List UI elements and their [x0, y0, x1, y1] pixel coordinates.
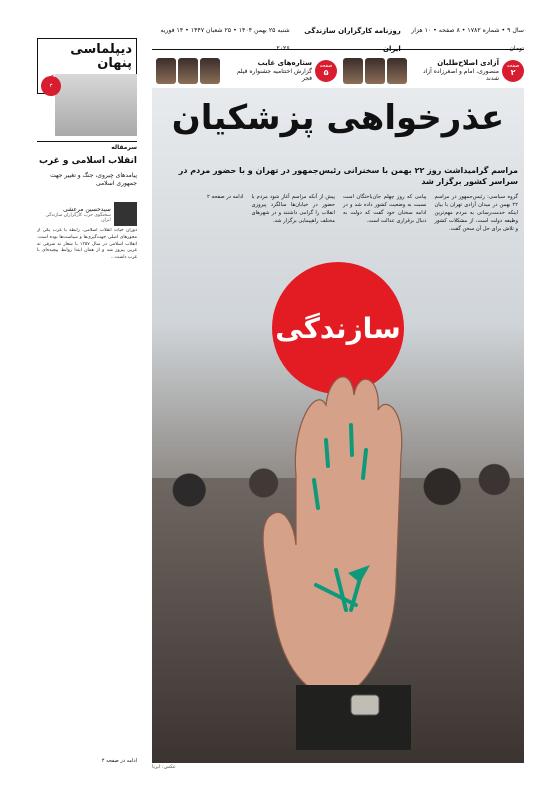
portrait-photo — [387, 58, 407, 84]
portrait-photo — [178, 58, 198, 84]
painted-hand-illustration — [256, 355, 411, 750]
editorial-continue: ادامه در صفحه ۴ — [101, 758, 137, 764]
issue-info: سال ۹ • شماره ۱۷۸۲ • ۸ صفحه • ۱۰ هزار تومان — [411, 27, 524, 52]
editorial-title: انقلاب اسلامی و غرب — [38, 156, 137, 166]
editorial-body: دوران حیات انقلاب اسلامی، رابطه با غرب یکی از محورهای اصلی جهت‌گیری‌ها و سیاست‌ها بوده است. انقلاب اسلامی در سال ۱۳۵۷ با شعار نه شرقی نه غربی پیروز شد و از همان ابتدا روابط پیچیده‌ای با غرب داشت... — [37, 228, 137, 260]
sazandegi-logo: سازندگی — [272, 262, 404, 394]
portrait-photo — [156, 58, 176, 84]
teaser-2-text: ستاره‌های غایب گزارش اختتامیه جشنواره فیلم فجر — [236, 59, 312, 83]
teaser-2-photos — [156, 58, 220, 84]
lead-story — [160, 193, 518, 233]
portrait-photo — [365, 58, 385, 84]
date-line: شنبه ۲۵ بهمن ۱۴۰۴ • ۲۵ شعبان ۱۴۴۷ • ۱۴ فوریه ۲۰۲۶ — [160, 27, 290, 52]
main-headline: عذرخواهی پزشکیان — [171, 98, 505, 138]
teaser-2-badge: صفحه ۵ — [315, 60, 337, 82]
lead-column: گروه سیاسی: رئیس‌جمهور در مراسم ۲۲ بهمن در میدان آزادی تهران با بیان اینکه خدمت‌رسانی به مردم مهم‌ترین وظیفه دولت است، از مشکلات کشور و تلاش برای حل آن سخن گفت. — [434, 194, 518, 233]
teaser-row — [152, 54, 524, 88]
teaser-1[interactable] — [413, 59, 524, 83]
author-avatar — [114, 202, 137, 226]
editorial-subtitle: پیامدهای چیروی، جنگ و تغییر جهت جمهوری اسلامی — [50, 172, 137, 188]
portrait-photo — [200, 58, 220, 84]
feature-title: دیپلماسی پنهان — [70, 42, 132, 72]
brand-name: روزنامه کارگزاران سازندگی ایران — [304, 27, 401, 53]
teaser-1-photos — [343, 58, 407, 84]
author-role: سخنگوی حزب کارگزاران سازندگی ایران — [45, 212, 111, 223]
author-name: سیدحسین مرعشی — [62, 205, 111, 213]
author-line — [37, 203, 137, 225]
portrait-photo — [343, 58, 363, 84]
main-subhead: مراسم گرامیداشت روز ۲۲ بهمن با سخنرانی رئیس‌جمهور در تهران و با حضور مردم در سراسر کشور برگزار شد — [178, 166, 518, 186]
feature-portrait — [55, 74, 137, 136]
teaser-1-text: آزادی اصلاح‌طلبان منصوری، امام و اصغرزاده آزاد شدند — [422, 59, 499, 83]
teaser-1-badge: صفحه ۲ — [502, 60, 524, 82]
feature-page-badge: ۳ — [41, 76, 61, 96]
lead-column: پیامی که روز چهلم جان‌باختگان است نسبت به وضعیت کشور داده شد و در ادامه سخنان خود گفت که دولت به دنبال برقراری عدالت است. — [343, 194, 427, 225]
masthead-bar — [152, 27, 524, 53]
teaser-2[interactable] — [226, 59, 337, 83]
photo-credit: عکس: ایرنا — [152, 764, 176, 770]
lead-continue: ادامه در صفحه ۲ — [207, 194, 244, 200]
section-label: سرمقاله — [37, 141, 137, 151]
lead-column: پیش از آنکه مراسم آغاز شود مردم با حضور در خیابان‌ها سالگرد پیروزی انقلاب را گرامی داشتند و در شهرهای مختلف راهپیمایی برگزار شد. — [251, 194, 335, 225]
